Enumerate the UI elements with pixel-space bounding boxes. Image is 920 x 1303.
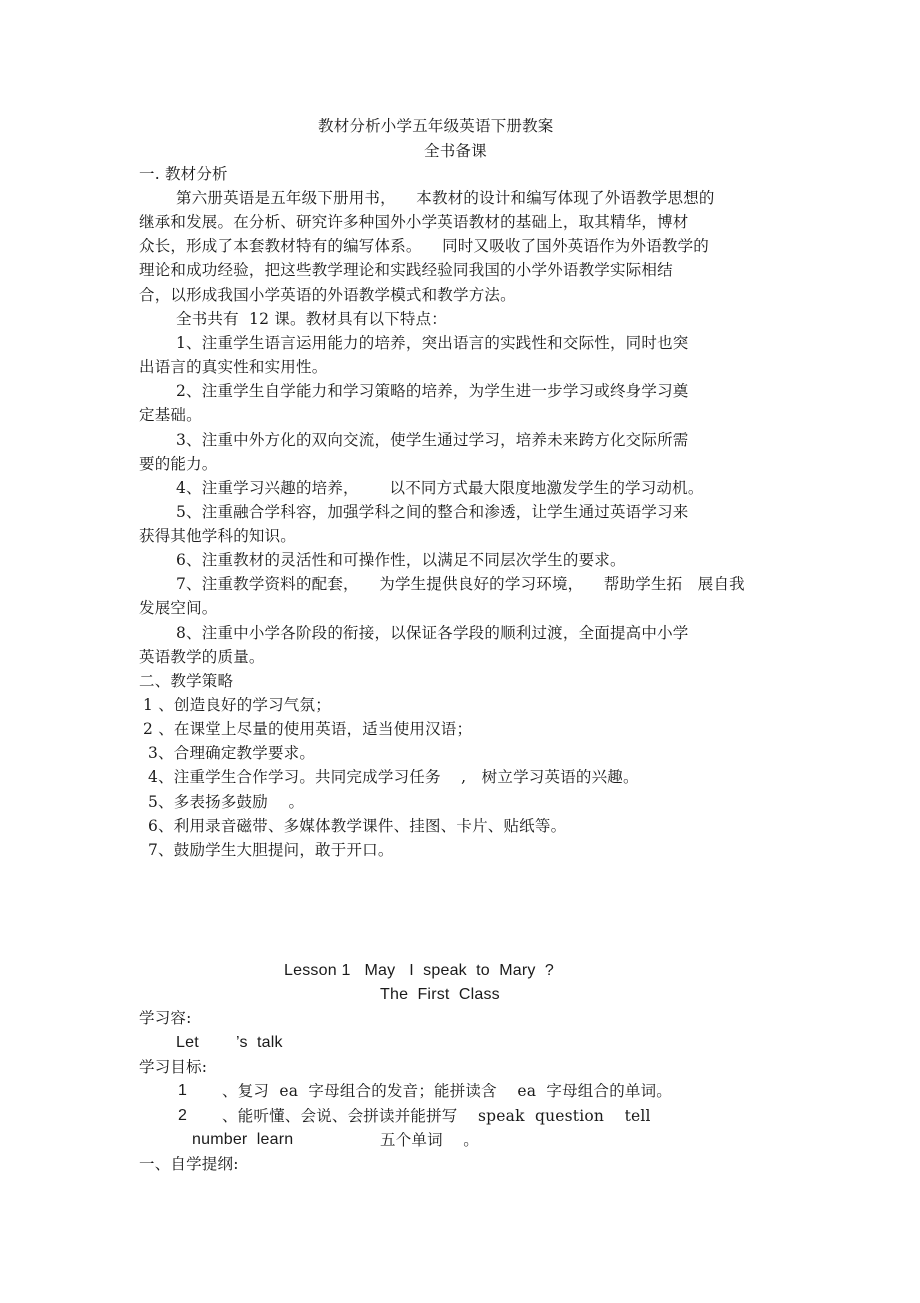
strategy-item: 6、利用录音磁带、多媒体教学课件、挂图、卡片、贴纸等。	[148, 817, 567, 835]
feature-item-cont: 发展空间。	[139, 599, 218, 617]
feature-item: 5、注重融合学科容，加强学科之间的整合和渗透，让学生通过英语学习来	[176, 503, 689, 521]
paragraph-line: 合，以形成我国小学英语的外语教学模式和教学方法。	[139, 286, 516, 304]
feature-item-cont: 获得其他学科的知识。	[139, 527, 297, 545]
feature-item: 7、注重教学资料的配套， 为学生提供良好的学习环境， 帮助学生拓 展自我	[176, 575, 745, 593]
goal-number: 1	[178, 1082, 188, 1099]
paragraph-line: 第六册英语是五年级下册用书， 本教材的设计和编写体现了外语教学思想的	[176, 189, 715, 207]
feature-item: 4、注重学习兴趣的培养， 以不同方式最大限度地激发学生的学习动机。	[176, 479, 704, 497]
strategy-item: 3、合理确定教学要求。	[148, 744, 316, 762]
feature-item: 3、注重中外方化的双向交流，使学生通过学习，培养未来跨方化交际所需	[176, 431, 689, 449]
feature-item: 1、注重学生语言运用能力的培养，突出语言的实践性和交际性，同时也突	[176, 334, 689, 352]
goal-text-tail: 五个单词 。	[380, 1131, 480, 1149]
lesson-subtitle: The First Class	[380, 986, 500, 1003]
goal-text: 、能听懂、会说、会拼读并能拼写 speak question tell	[222, 1107, 651, 1125]
section-heading: 一. 教材分析	[139, 165, 228, 183]
section-heading: 二、教学策略	[139, 672, 234, 690]
feature-item: 6、注重教材的灵活性和可操作性，以满足不同层次学生的要求。	[176, 551, 626, 569]
paragraph-line: 理论和成功经验，把这些教学理论和实践经验同我国的小学外语教学实际相结	[139, 261, 673, 279]
summary-line: 全书共有 12 课。教材具有以下特点：	[176, 310, 448, 328]
feature-item-cont: 定基础。	[139, 406, 202, 424]
feature-item-cont: 要的能力。	[139, 455, 218, 473]
strategy-item: 1 、创造良好的学习气氛；	[143, 696, 331, 714]
paragraph-line: 众长，形成了本套教材特有的编写体系。 同时又吸收了国外英语作为外语教学的	[139, 237, 710, 255]
paragraph-line: 继承和发展。在分析、研究许多种国外小学英语教材的基础上，取其精华，博材	[139, 213, 689, 231]
strategy-item: 2 、在课堂上尽量的使用英语，适当使用汉语；	[143, 720, 473, 738]
feature-item-cont: 英语教学的质量。	[139, 648, 265, 666]
strategy-item: 4、注重学生合作学习。共同完成学习任务 , 树立学习英语的兴趣。	[148, 768, 639, 786]
goal-words: number learn	[192, 1131, 294, 1148]
goal-text: 、复习 ea 字母组合的发音；能拼读含 ea 字母组合的单词。	[222, 1082, 672, 1100]
lesson-title: Lesson 1 May I speak to Mary ?	[284, 962, 554, 979]
feature-item: 2、注重学生自学能力和学习策略的培养，为学生进一步学习或终身学习奠	[176, 382, 689, 400]
document-title: 教材分析小学五年级英语下册教案	[318, 117, 554, 135]
goals-label: 学习目标:	[139, 1058, 208, 1076]
outline-heading: 一、自学提纲:	[139, 1155, 239, 1173]
feature-item-cont: 出语言的真实性和实用性。	[139, 358, 328, 376]
document-subtitle: 全书备课	[424, 142, 487, 160]
goal-number: 2	[178, 1107, 188, 1124]
strategy-item: 5、多表扬多鼓励 。	[148, 793, 305, 811]
content-value: Let ’s talk	[176, 1034, 283, 1051]
content-label: 学习容:	[139, 1009, 192, 1027]
strategy-item: 7、鼓励学生大胆提问，敢于开口。	[148, 841, 394, 859]
feature-item: 8、注重中小学各阶段的衔接，以保证各学段的顺利过渡，全面提高中小学	[176, 624, 689, 642]
